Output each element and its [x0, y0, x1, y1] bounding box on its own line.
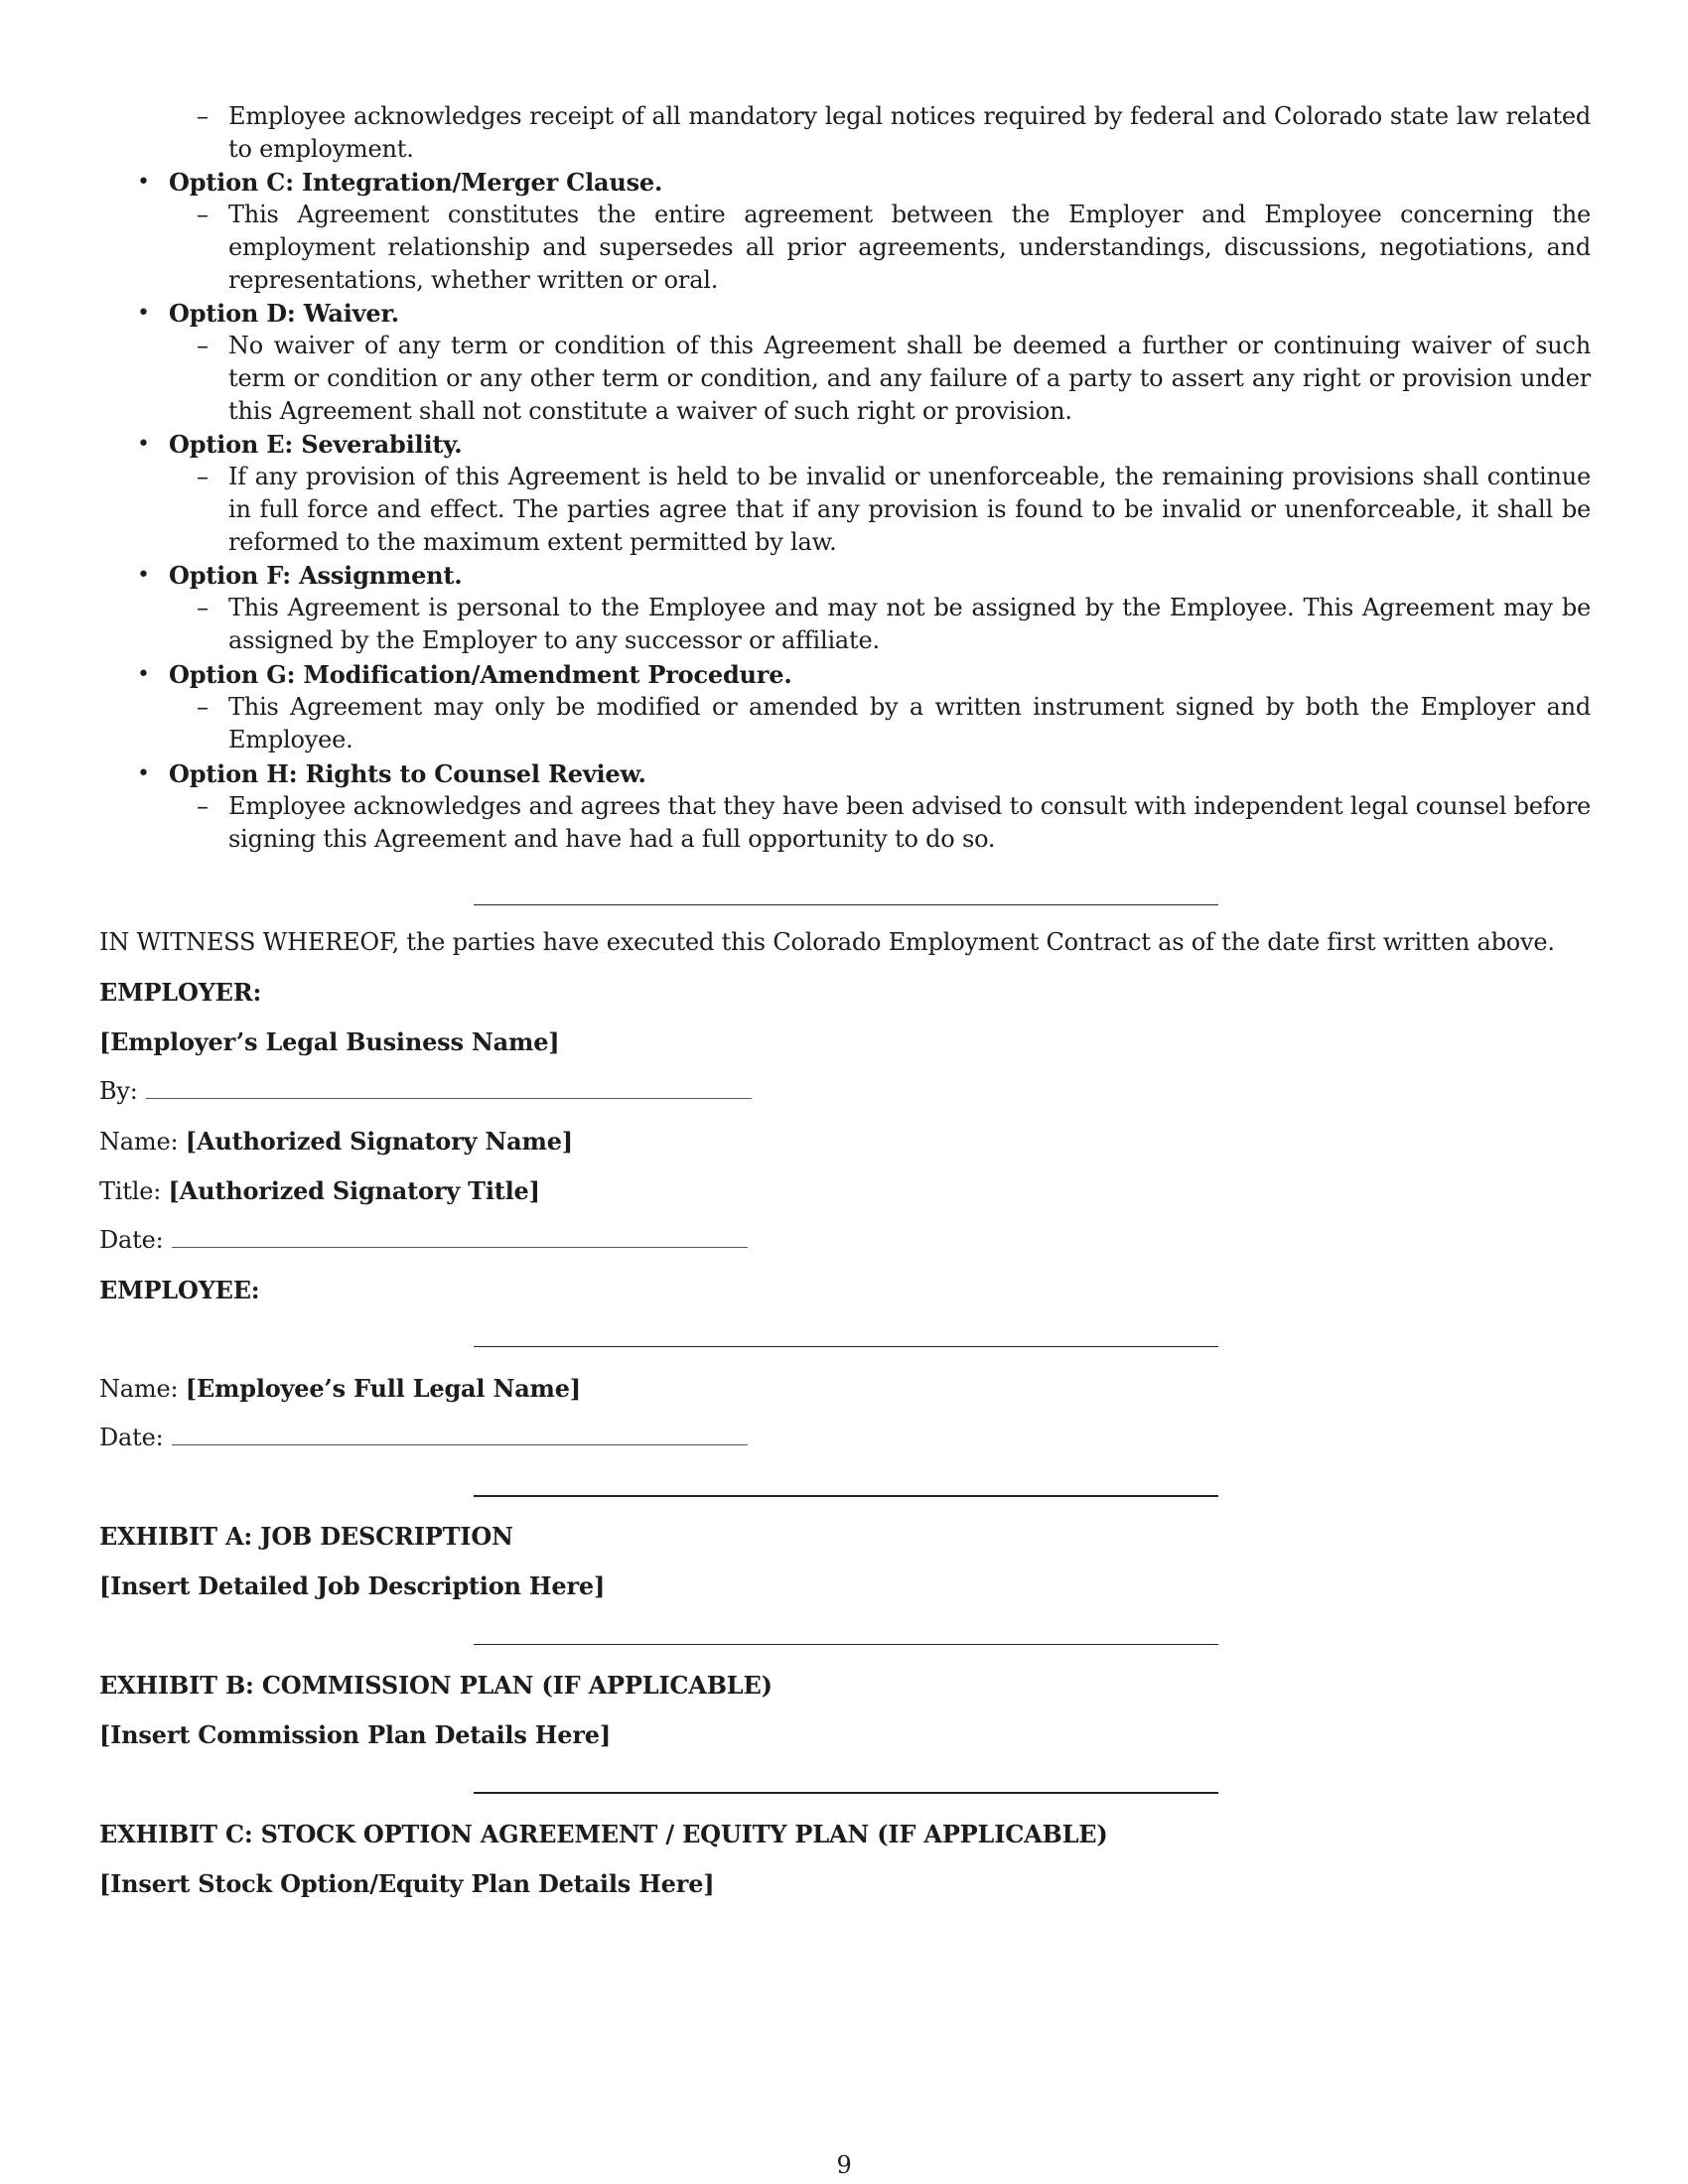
name-label: Name:: [99, 1128, 179, 1156]
employer-date-field[interactable]: [172, 1227, 748, 1248]
dash-marker: –: [197, 332, 209, 359]
employer-heading: EMPLOYER:: [99, 978, 262, 1007]
exhibit-c-placeholder-value: [Insert Stock Option/Equity Plan Details Here]: [99, 1869, 715, 1898]
exhibit-a-placeholder-value: [Insert Detailed Job Description Here]: [99, 1571, 606, 1600]
signatory-title-value: [Authorized Signatory Title]: [168, 1176, 540, 1205]
dash-marker: –: [197, 201, 209, 228]
exhibit-divider: [474, 1792, 1218, 1794]
exhibit-a-title: EXHIBIT A: JOB DESCRIPTION: [99, 1522, 513, 1551]
dash-marker: –: [197, 594, 209, 621]
option-f-heading: Option F: Assignment.: [169, 561, 463, 590]
option-h-heading: Option H: Rights to Counsel Review.: [169, 759, 646, 788]
date-label: Date:: [99, 1226, 164, 1254]
employer-name-line: [99, 1125, 573, 1159]
by-label: By:: [99, 1077, 138, 1105]
employee-name-value: [Employee’s Full Legal Name]: [185, 1374, 581, 1403]
bullet-marker: •: [137, 301, 150, 326]
exhibit-b-placeholder: [99, 1718, 611, 1752]
option-g-text: This Agreement may only be modified or amended by a written instrument signed by both the Employer and Employee.: [228, 693, 1591, 753]
witness-statement: IN WITNESS WHEREOF, the parties have executed this Colorado Employment Contract as of the date first written above.: [99, 928, 1555, 956]
exhibit-b-title: EXHIBIT B: COMMISSION PLAN (IF APPLICABLE): [99, 1671, 773, 1700]
employer-signature-line[interactable]: [146, 1078, 752, 1099]
option-e-heading: Option E: Severability.: [169, 430, 463, 459]
legal-notices-text: Employee acknowledges receipt of all mandatory legal notices required by federal and Colorado state law related to employment.: [228, 102, 1591, 163]
exhibit-b-placeholder-value: [Insert Commission Plan Details Here]: [99, 1720, 612, 1749]
bullet-marker: •: [137, 432, 150, 457]
title-label: Title:: [99, 1177, 162, 1205]
dash-marker: –: [197, 102, 209, 130]
employee-heading: EMPLOYEE:: [99, 1276, 260, 1304]
employee-signature-line[interactable]: [474, 1346, 1218, 1347]
exhibit-c-title: EXHIBIT C: STOCK OPTION AGREEMENT / EQUITY PLAN (IF APPLICABLE): [99, 1820, 1108, 1848]
option-d-heading: Option D: Waiver.: [169, 299, 399, 328]
option-c-heading: Option C: Integration/Merger Clause.: [169, 168, 663, 197]
option-f-text: This Agreement is personal to the Employee and may not be assigned by the Employee. This Agreement may be assigned by the Employer to any successor or affiliate.: [228, 594, 1591, 654]
employer-business-name-value: [Employer’s Legal Business Name]: [99, 1027, 560, 1056]
employer-business-name: [99, 1025, 559, 1059]
dash-marker: –: [197, 693, 209, 721]
dash-marker: –: [197, 792, 209, 820]
signatory-name-value: [Authorized Signatory Name]: [185, 1127, 573, 1156]
employer-by-line: [99, 1075, 752, 1108]
bullet-marker: •: [137, 662, 150, 687]
employee-date-line: [99, 1422, 748, 1454]
employer-date-line: [99, 1224, 748, 1257]
option-d-text: No waiver of any term or condition of this Agreement shall be deemed a further or continuing waiver of such term or condition or any other term or condition, and any failure of a party to assert any right or provision under this Agreement shall not constitute a waiver of such right or provision.: [228, 332, 1591, 425]
employer-title-line: [99, 1174, 540, 1208]
bullet-marker: •: [137, 563, 150, 588]
date-label: Date:: [99, 1424, 164, 1451]
section-divider: [474, 904, 1218, 905]
exhibit-c-placeholder: [99, 1867, 714, 1901]
option-h-text: Employee acknowledges and agrees that they have been advised to consult with independent legal counsel before signing this Agreement and have had a full opportunity to do so.: [228, 792, 1591, 853]
exhibit-a-placeholder: [99, 1570, 605, 1603]
name-label: Name:: [99, 1375, 179, 1403]
employee-date-field[interactable]: [172, 1425, 748, 1445]
employee-name-line: [99, 1372, 581, 1406]
page-number: 9: [836, 2151, 852, 2179]
option-g-heading: Option G: Modification/Amendment Procedure.: [169, 660, 792, 689]
bullet-marker: •: [137, 761, 150, 786]
dash-marker: –: [197, 463, 209, 490]
bullet-marker: •: [137, 170, 150, 195]
exhibit-divider: [474, 1495, 1218, 1497]
exhibit-divider: [474, 1644, 1218, 1645]
option-c-text: This Agreement constitutes the entire agreement between the Employer and Employee concerning the employment relationship and supersedes all prior agreements, understandings, discussions, negotiations, and representations, whether written or oral.: [228, 201, 1591, 294]
option-e-text: If any provision of this Agreement is held to be invalid or unenforceable, the remaining provisions shall continue in full force and effect. The parties agree that if any provision is found to be invalid or unenforceable, it shall be reformed to the maximum extent permitted by law.: [228, 463, 1591, 556]
